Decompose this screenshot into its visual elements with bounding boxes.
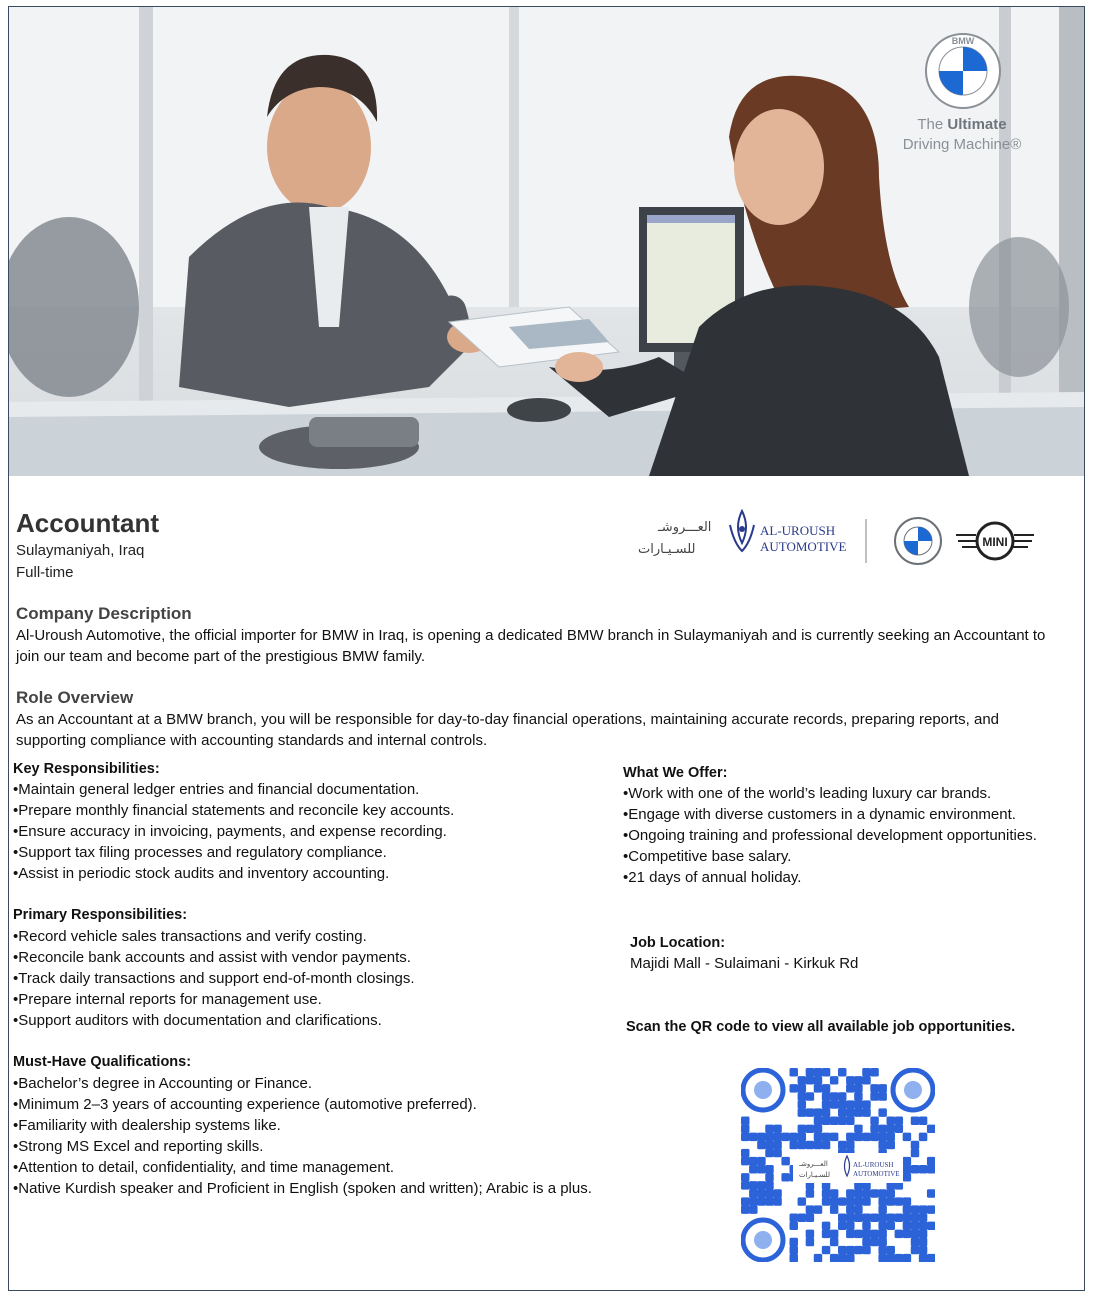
qr-module — [822, 1230, 830, 1238]
qr-module — [887, 1246, 895, 1254]
qr-module — [838, 1068, 846, 1076]
qr-module — [911, 1205, 919, 1213]
qr-module — [749, 1205, 757, 1213]
qr-module — [870, 1092, 878, 1100]
qr-module — [814, 1117, 822, 1125]
qr-module — [749, 1157, 757, 1165]
qr-module — [806, 1214, 814, 1222]
location-heading: Job Location: — [630, 935, 726, 951]
qr-module — [846, 1076, 854, 1084]
qr-module — [846, 1222, 854, 1230]
qr-module — [790, 1084, 798, 1092]
qr-module — [838, 1141, 846, 1149]
company-text: Al-Uroush Automotive, the official importer for BMW in Iraq, is opening a dedicated BMW branch in Sulaymaniyah and is currently seeking an Accountant to join our team and become part of the prestigious BMW family. — [16, 627, 1046, 665]
qr-module — [781, 1157, 789, 1165]
qr-module — [838, 1254, 846, 1262]
qr-module — [919, 1133, 927, 1141]
qr-module — [862, 1230, 870, 1238]
qr-module — [903, 1214, 911, 1222]
qr-module — [798, 1092, 806, 1100]
qr-module — [878, 1084, 886, 1092]
qr-module — [895, 1125, 903, 1133]
qr-module — [806, 1238, 814, 1246]
qr-module — [903, 1197, 911, 1205]
qr-module — [911, 1246, 919, 1254]
qr-module — [862, 1222, 870, 1230]
qr-module — [878, 1133, 886, 1141]
qr-module — [798, 1076, 806, 1084]
qr-module — [757, 1197, 765, 1205]
qr-module — [741, 1181, 749, 1189]
qr-module — [846, 1230, 854, 1238]
list-item: • Ensure accuracy in invoicing, payments, and expense recording. — [13, 821, 454, 842]
qr-module — [814, 1141, 822, 1149]
qr-module — [878, 1141, 886, 1149]
qr-module — [854, 1230, 862, 1238]
office-scene-illustration — [9, 7, 1084, 476]
qr-module — [822, 1068, 830, 1076]
qr-module — [822, 1117, 830, 1125]
qr-module — [878, 1189, 886, 1197]
qr-module — [830, 1230, 838, 1238]
qr-module — [911, 1222, 919, 1230]
qr-module — [846, 1214, 854, 1222]
qr-module — [798, 1108, 806, 1116]
qr-module — [870, 1238, 878, 1246]
qr-module — [822, 1222, 830, 1230]
svg-text:العـــروشـ: العـــروشـ — [799, 1160, 828, 1168]
primary-heading: Primary Responsibilities: — [13, 907, 188, 923]
qr-module — [822, 1141, 830, 1149]
qr-module — [822, 1100, 830, 1108]
qr-module — [765, 1125, 773, 1133]
qr-module — [773, 1125, 781, 1133]
aluroush-arabic-bottom: للسـيـارات — [638, 542, 696, 557]
primary-list — [13, 926, 415, 1031]
list-item: • Prepare internal reports for management use. — [13, 989, 415, 1010]
qr-caption: Scan the QR code to view all available job opportunities. — [626, 1019, 1016, 1035]
list-item: • Reconcile bank accounts and assist with vendor payments. — [13, 947, 415, 968]
qr-module — [741, 1149, 749, 1157]
qr-module — [846, 1133, 854, 1141]
qr-module — [854, 1092, 862, 1100]
mini-logo — [956, 523, 1034, 559]
qr-module — [846, 1084, 854, 1092]
qr-module — [862, 1189, 870, 1197]
qr-module — [862, 1214, 870, 1222]
qr-module — [757, 1189, 765, 1197]
partner-logos — [636, 505, 1046, 569]
qr-module — [919, 1238, 927, 1246]
qr-module — [741, 1117, 749, 1125]
location-text: Majidi Mall - Sulaimani - Kirkuk Rd — [630, 955, 859, 972]
qr-module — [870, 1117, 878, 1125]
qr-module — [895, 1254, 903, 1262]
qr-module — [814, 1084, 822, 1092]
qr-module — [790, 1214, 798, 1222]
qr-module — [741, 1133, 749, 1141]
qr-module — [854, 1076, 862, 1084]
qr-module — [765, 1181, 773, 1189]
qr-module — [806, 1092, 814, 1100]
qr-module — [911, 1117, 919, 1125]
qr-module — [919, 1222, 927, 1230]
qr-module — [862, 1108, 870, 1116]
qr-module — [927, 1222, 935, 1230]
qr-module — [830, 1205, 838, 1213]
qr-module — [903, 1230, 911, 1238]
list-item: • Minimum 2–3 years of accounting experience (automotive preferred). — [13, 1094, 592, 1115]
bmw-letters: BMW — [951, 36, 975, 46]
qr-module — [838, 1214, 846, 1222]
qr-module — [773, 1133, 781, 1141]
qr-module — [862, 1246, 870, 1254]
qr-module — [830, 1189, 838, 1197]
qr-module — [854, 1189, 862, 1197]
qr-module — [870, 1230, 878, 1238]
qr-module — [822, 1189, 830, 1197]
qr-module — [838, 1108, 846, 1116]
qr-module — [814, 1125, 822, 1133]
qr-module — [895, 1197, 903, 1205]
qr-module — [870, 1125, 878, 1133]
qr-module — [806, 1205, 814, 1213]
qr-module — [806, 1125, 814, 1133]
qr-module — [830, 1100, 838, 1108]
qr-module — [749, 1189, 757, 1197]
qr-module — [919, 1214, 927, 1222]
bmw-small-logo — [895, 518, 941, 564]
qr-module — [790, 1238, 798, 1246]
aluroush-arabic-top: العـــروشـ — [658, 520, 712, 535]
qr-finder-top-left — [743, 1070, 783, 1110]
list-item: • Assist in periodic stock audits and inventory accounting. — [13, 863, 454, 884]
qr-module — [757, 1133, 765, 1141]
qr-module — [862, 1133, 870, 1141]
qr-module — [822, 1246, 830, 1254]
qr-module — [887, 1254, 895, 1262]
qr-module — [741, 1125, 749, 1133]
qr-module — [919, 1230, 927, 1238]
qr-module — [911, 1230, 919, 1238]
qr-module — [741, 1173, 749, 1181]
qr-module — [749, 1165, 757, 1173]
qr-module — [854, 1084, 862, 1092]
qr-module — [878, 1246, 886, 1254]
job-type: Full-time — [16, 564, 74, 581]
list-item: • Strong MS Excel and reporting skills. — [13, 1136, 592, 1157]
qr-code[interactable] — [741, 1068, 935, 1262]
qr-module — [911, 1149, 919, 1157]
qr-module — [854, 1214, 862, 1222]
qr-module — [919, 1246, 927, 1254]
list-item: • Support auditors with documentation and clarifications. — [13, 1010, 415, 1031]
list-item: • Track daily transactions and support end-of-month closings. — [13, 968, 415, 989]
qr-module — [862, 1100, 870, 1108]
qr-module — [757, 1181, 765, 1189]
svg-text:AL-UROUSH: AL-UROUSH — [853, 1161, 894, 1169]
qr-module — [830, 1117, 838, 1125]
bmw-tagline: The Ultimate Driving Machine® — [902, 116, 1022, 153]
qr-module — [822, 1084, 830, 1092]
qr-module — [854, 1125, 862, 1133]
qr-module — [798, 1125, 806, 1133]
offer-heading: What We Offer: — [623, 765, 728, 781]
qr-module — [830, 1238, 838, 1246]
qr-module — [798, 1100, 806, 1108]
qr-module — [773, 1189, 781, 1197]
qr-module — [887, 1214, 895, 1222]
qr-module — [878, 1197, 886, 1205]
qr-module — [870, 1068, 878, 1076]
qr-module — [919, 1165, 927, 1173]
qr-module — [870, 1189, 878, 1197]
qr-module — [846, 1197, 854, 1205]
qr-module — [878, 1222, 886, 1230]
qr-module — [903, 1173, 911, 1181]
qr-module — [838, 1117, 846, 1125]
qr-module — [757, 1165, 765, 1173]
qr-module — [765, 1133, 773, 1141]
list-item: • Attention to detail, confidentiality, and time management. — [13, 1157, 592, 1178]
qr-module — [830, 1092, 838, 1100]
qr-module — [870, 1084, 878, 1092]
qr-module — [814, 1205, 822, 1213]
qr-module — [903, 1222, 911, 1230]
qr-module — [903, 1254, 911, 1262]
role-text: As an Accountant at a BMW branch, you will be responsible for day-to-day financial operations, maintaining accurate records, preparing reports, and supporting compliance with accounting standards and internal controls. — [16, 711, 1000, 749]
qr-module — [790, 1133, 798, 1141]
qr-module — [895, 1214, 903, 1222]
list-item: • Native Kurdish speaker and Proficient in English (spoken and written); Arabic is a plus. — [13, 1178, 592, 1199]
must-heading: Must-Have Qualifications: — [13, 1054, 192, 1070]
offer-list — [623, 783, 1037, 888]
qr-module — [830, 1076, 838, 1084]
qr-module — [741, 1197, 749, 1205]
qr-module — [814, 1068, 822, 1076]
qr-module — [798, 1084, 806, 1092]
list-item: • Competitive base salary. — [623, 846, 1037, 867]
qr-module — [903, 1205, 911, 1213]
qr-module — [806, 1068, 814, 1076]
qr-module — [790, 1141, 798, 1149]
qr-module — [830, 1254, 838, 1262]
qr-module — [846, 1141, 854, 1149]
qr-module — [773, 1141, 781, 1149]
qr-module — [878, 1108, 886, 1116]
qr-module — [878, 1092, 886, 1100]
qr-module — [806, 1141, 814, 1149]
qr-module — [903, 1157, 911, 1165]
qr-module — [854, 1205, 862, 1213]
list-item: • Record vehicle sales transactions and verify costing. — [13, 926, 415, 947]
qr-module — [927, 1165, 935, 1173]
qr-module — [781, 1173, 789, 1181]
qr-module — [838, 1222, 846, 1230]
qr-module — [927, 1205, 935, 1213]
qr-module — [806, 1076, 814, 1084]
qr-module — [878, 1238, 886, 1246]
qr-module — [862, 1068, 870, 1076]
svg-text:للسـيـارات: للسـيـارات — [799, 1171, 830, 1179]
qr-module — [749, 1133, 757, 1141]
qr-module — [862, 1076, 870, 1084]
qr-module — [878, 1214, 886, 1222]
qr-module — [895, 1117, 903, 1125]
qr-module — [903, 1165, 911, 1173]
qr-module — [765, 1141, 773, 1149]
list-item: • 21 days of annual holiday. — [623, 867, 1037, 888]
qr-module — [903, 1133, 911, 1141]
svg-text:MINI: MINI — [982, 535, 1008, 549]
qr-module — [870, 1133, 878, 1141]
qr-module — [814, 1254, 822, 1262]
qr-module — [919, 1117, 927, 1125]
qr-module — [854, 1100, 862, 1108]
qr-module — [895, 1230, 903, 1238]
qr-module — [887, 1133, 895, 1141]
qr-module — [790, 1222, 798, 1230]
qr-module — [854, 1197, 862, 1205]
qr-module — [773, 1197, 781, 1205]
qr-module — [798, 1133, 806, 1141]
qr-module — [927, 1157, 935, 1165]
qr-module — [830, 1197, 838, 1205]
qr-module — [887, 1125, 895, 1133]
qr-module — [830, 1133, 838, 1141]
qr-module — [765, 1197, 773, 1205]
qr-finder-bottom-left — [743, 1220, 783, 1260]
qr-module — [887, 1222, 895, 1230]
qr-module — [878, 1230, 886, 1238]
qr-finder-top-right — [893, 1070, 933, 1110]
qr-module — [765, 1149, 773, 1157]
bmw-roundel-logo — [924, 32, 1002, 110]
qr-module — [862, 1238, 870, 1246]
qr-module — [814, 1076, 822, 1084]
qr-module — [846, 1189, 854, 1197]
qr-module — [806, 1230, 814, 1238]
qr-module — [870, 1214, 878, 1222]
qr-module — [798, 1141, 806, 1149]
qr-module — [765, 1189, 773, 1197]
qr-module — [757, 1141, 765, 1149]
qr-module — [757, 1157, 765, 1165]
qr-module — [854, 1108, 862, 1116]
qr-module — [822, 1092, 830, 1100]
hero-photo — [9, 7, 1084, 476]
qr-module — [749, 1197, 757, 1205]
role-heading: Role Overview — [16, 688, 134, 707]
qr-module — [887, 1197, 895, 1205]
qr-module — [846, 1117, 854, 1125]
list-item: • Maintain general ledger entries and financial documentation. — [13, 779, 454, 800]
list-item: • Work with one of the world’s leading luxury car brands. — [623, 783, 1037, 804]
qr-module — [854, 1133, 862, 1141]
qr-module — [927, 1125, 935, 1133]
qr-module — [790, 1068, 798, 1076]
qr-module — [838, 1100, 846, 1108]
qr-module — [846, 1108, 854, 1116]
qr-module — [919, 1205, 927, 1213]
qr-module — [781, 1133, 789, 1141]
qr-module — [790, 1246, 798, 1254]
qr-module — [887, 1141, 895, 1149]
qr-module — [838, 1246, 846, 1254]
company-heading: Company Description — [16, 604, 192, 623]
qr-module — [741, 1205, 749, 1213]
qr-module — [790, 1254, 798, 1262]
svg-text:AUTOMOTIVE: AUTOMOTIVE — [853, 1170, 900, 1178]
list-item: • Bachelor’s degree in Accounting or Finance. — [13, 1073, 592, 1094]
qr-module — [798, 1214, 806, 1222]
qr-module — [911, 1238, 919, 1246]
qr-module — [806, 1108, 814, 1116]
list-item: • Familiarity with dealership systems like. — [13, 1115, 592, 1136]
qr-module — [773, 1149, 781, 1157]
qr-module — [846, 1205, 854, 1213]
qr-module — [846, 1254, 854, 1262]
qr-module — [806, 1189, 814, 1197]
qr-module — [911, 1165, 919, 1173]
must-list — [13, 1073, 592, 1199]
qr-module — [798, 1197, 806, 1205]
list-item: • Prepare monthly financial statements and reconcile key accounts. — [13, 800, 454, 821]
qr-module — [846, 1100, 854, 1108]
qr-module — [878, 1205, 886, 1213]
job-title: Accountant — [16, 508, 159, 538]
qr-module — [927, 1189, 935, 1197]
qr-module — [765, 1165, 773, 1173]
qr-module — [822, 1197, 830, 1205]
qr-module — [822, 1133, 830, 1141]
aluroush-crest-icon — [730, 511, 754, 551]
qr-module — [765, 1173, 773, 1181]
list-item: • Ongoing training and professional development opportunities. — [623, 825, 1037, 846]
qr-module — [862, 1197, 870, 1205]
qr-module — [887, 1117, 895, 1125]
qr-module — [814, 1108, 822, 1116]
qr-module — [749, 1181, 757, 1189]
aluroush-en-2: AUTOMOTIVE — [760, 539, 847, 554]
qr-module — [822, 1108, 830, 1116]
qr-module — [878, 1125, 886, 1133]
key-heading: Key Responsibilities: — [13, 761, 160, 777]
qr-module — [846, 1246, 854, 1254]
qr-module — [878, 1254, 886, 1262]
aluroush-en-1: AL-UROUSH — [760, 523, 836, 538]
list-item: • Support tax filing processes and regulatory compliance. — [13, 842, 454, 863]
qr-module — [838, 1092, 846, 1100]
qr-module — [814, 1133, 822, 1141]
qr-module — [927, 1254, 935, 1262]
qr-module — [887, 1189, 895, 1197]
qr-module — [741, 1157, 749, 1165]
job-location: Sulaymaniyah, Iraq — [16, 542, 145, 559]
qr-module — [911, 1141, 919, 1149]
key-list — [13, 779, 454, 884]
qr-module — [854, 1246, 862, 1254]
list-item: • Engage with diverse customers in a dynamic environment. — [623, 804, 1037, 825]
qr-module — [838, 1197, 846, 1205]
qr-module — [911, 1214, 919, 1222]
qr-module — [919, 1254, 927, 1262]
